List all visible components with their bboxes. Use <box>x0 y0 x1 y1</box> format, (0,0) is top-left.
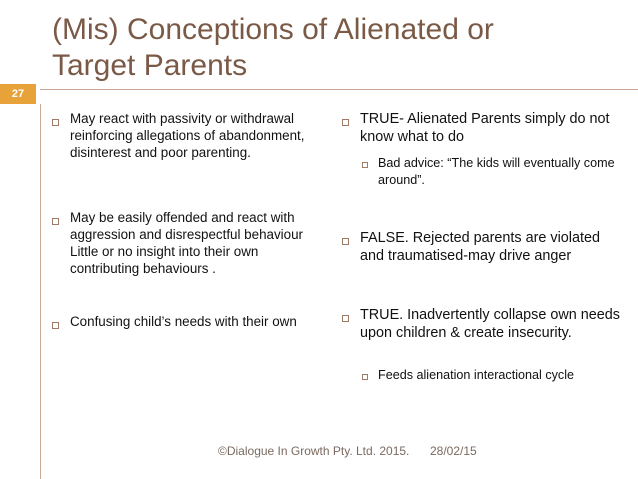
square-bullet-icon <box>362 374 368 380</box>
title-divider <box>40 89 638 90</box>
list-item <box>342 110 627 146</box>
square-bullet-icon <box>342 119 349 126</box>
list-item <box>52 209 317 277</box>
square-bullet-icon <box>362 162 368 168</box>
square-bullet-icon <box>342 238 349 245</box>
footer-copyright: ©Dialogue In Growth Pty. Ltd. 2015. <box>218 444 410 458</box>
list-item <box>342 306 627 342</box>
sub-list-item <box>342 367 574 384</box>
slide-title <box>52 12 612 84</box>
page-number-badge: 27 <box>0 84 36 104</box>
list-item-text: TRUE- Alienated Parents simply do not know what to do <box>360 111 610 145</box>
sub-list-item <box>342 155 627 189</box>
list-item-text: May react with passivity or withdrawal reinforcing allegations of abandonment, disinterest and poor parenting. <box>70 111 305 160</box>
list-item <box>342 229 627 265</box>
list-item-text: Confusing child’s needs with their own <box>70 314 297 329</box>
sub-list-item-text: Feeds alienation interactional cycle <box>378 368 575 382</box>
square-bullet-icon <box>342 315 349 322</box>
list-item-text: TRUE. Inadvertently collapse own needs upon children & create insecurity. <box>360 307 620 341</box>
list-item <box>52 110 317 161</box>
footer-date: 28/02/15 <box>430 444 477 458</box>
list-item <box>52 313 297 330</box>
list-item-text: FALSE. Rejected parents are violated and traumatised-may drive anger <box>360 230 600 264</box>
title-line-2: Target Parents <box>52 49 248 82</box>
title-line-1: (Mis) Conceptions of Alienated or <box>52 13 494 46</box>
sub-list-item-text: Bad advice: “The kids will eventually come around”. <box>378 156 615 187</box>
square-bullet-icon <box>52 218 59 225</box>
list-item-text: May be easily offended and react with aggression and disrespectful behaviour Little or no insight into their own contributing behaviours . <box>70 210 303 276</box>
square-bullet-icon <box>52 322 59 329</box>
square-bullet-icon <box>52 119 59 126</box>
left-accent-line <box>40 104 41 479</box>
